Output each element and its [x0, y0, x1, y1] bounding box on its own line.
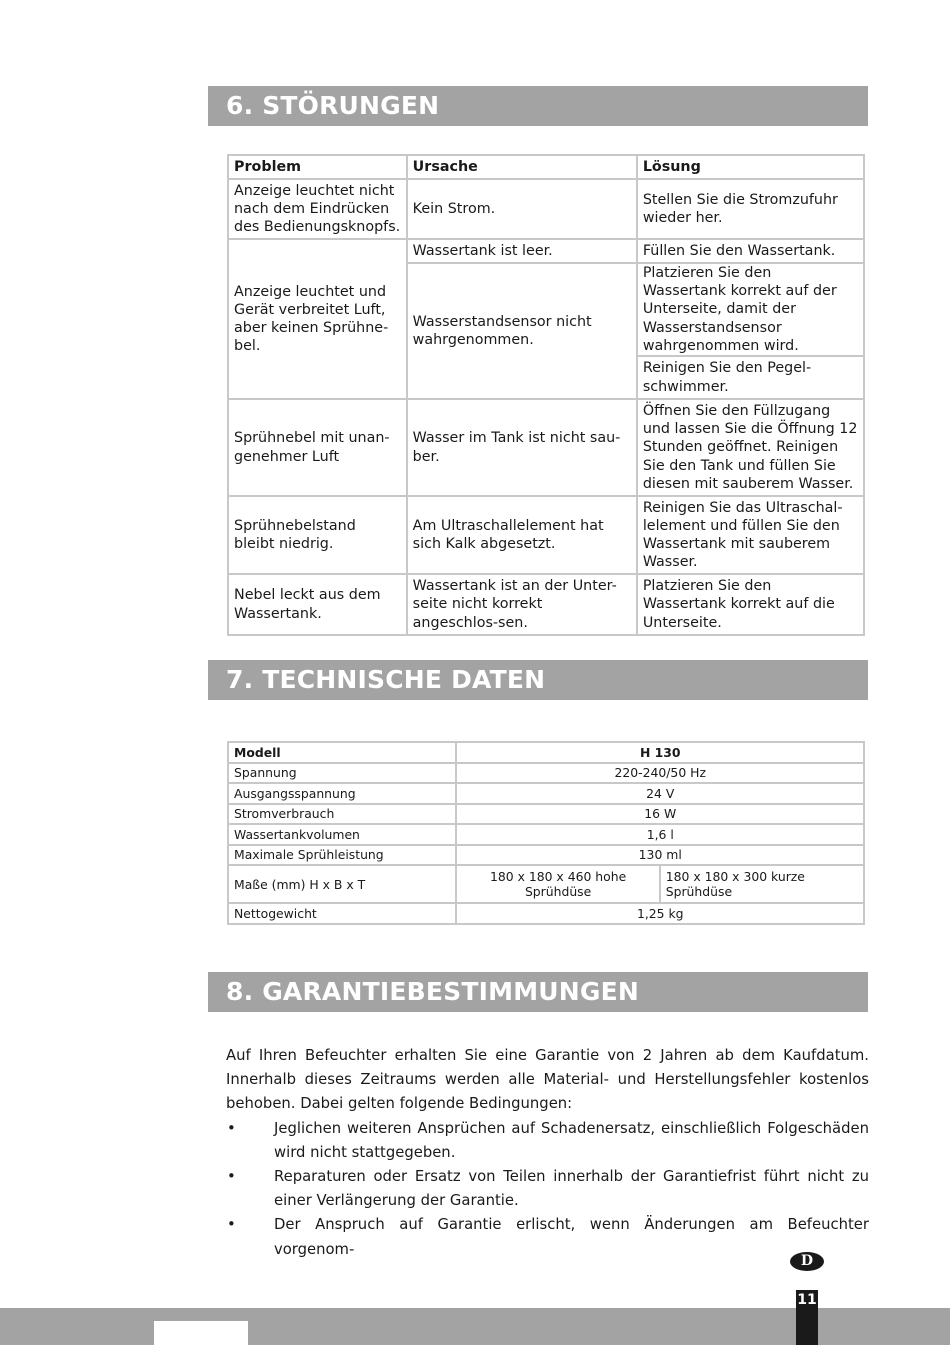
spec-label: Spannung — [228, 763, 456, 784]
solution-cell: Reinigen Sie das Ultraschal-lelement und füllen Sie den Wassertank mit sauberem Wasser. — [637, 496, 864, 574]
solution-cell: Füllen Sie den Wassertank. — [637, 239, 864, 263]
cause-cell: Am Ultraschallelement hat sich Kalk abgesetzt. — [407, 496, 637, 574]
footer-tab — [154, 1321, 248, 1345]
table-row — [228, 574, 864, 635]
table-row — [228, 903, 864, 924]
table-row — [228, 824, 864, 845]
table-row — [228, 804, 864, 825]
spec-value: 180 x 180 x 460 hohe Sprühdüse — [456, 865, 659, 903]
table-header-row — [228, 155, 864, 179]
spec-value: 130 ml — [456, 845, 864, 866]
table-row — [228, 239, 864, 263]
spec-value: 180 x 180 x 300 kurze Sprühdüse — [660, 865, 864, 903]
table-row — [228, 179, 864, 239]
cause-cell: Wassertank ist an der Unter-seite nicht korrekt angeschlos-sen. — [407, 574, 637, 635]
problem-cell: Nebel leckt aus dem Wassertank. — [228, 574, 407, 635]
table-row — [228, 763, 864, 784]
spec-label: Wassertankvolumen — [228, 824, 456, 845]
spec-value: 1,6 l — [456, 824, 864, 845]
troubleshooting-table — [227, 154, 865, 636]
spec-label: Ausgangsspannung — [228, 783, 456, 804]
spec-label: Stromverbrauch — [228, 804, 456, 825]
table-row — [228, 496, 864, 574]
table-row — [228, 399, 864, 496]
list-item — [226, 1165, 869, 1213]
solution-cell: Stellen Sie die Stromzufuhr wieder her. — [637, 179, 864, 239]
table-row — [228, 845, 864, 866]
warranty-text — [226, 1044, 869, 1262]
spec-value: 220-240/50 Hz — [456, 763, 864, 784]
spec-label: Nettogewicht — [228, 903, 456, 924]
cause-cell: Wasser im Tank ist nicht sau-ber. — [407, 399, 637, 496]
problem-cell: Sprühnebel mit unan-genehmer Luft — [228, 399, 407, 496]
problem-cell: Anzeige leuchtet und Gerät verbreitet Luft, aber keinen Sprühne-bel. — [228, 239, 407, 399]
solution-cell: Reinigen Sie den Pegel-schwimmer. — [637, 356, 864, 399]
spec-label: Maße (mm) H x B x T — [228, 865, 456, 903]
list-item-text: Jeglichen weiteren Ansprüchen auf Schadenersatz, einschließlich Folgeschäden wird nicht stattgegeben. — [274, 1119, 869, 1161]
table-row — [228, 742, 864, 763]
section-title-technical-data: 7. TECHNISCHE DATEN — [208, 660, 868, 700]
cause-cell: Wassertank ist leer. — [407, 239, 637, 263]
page-number: 11 — [796, 1290, 818, 1345]
spec-label: Modell — [228, 742, 456, 763]
spec-value: 16 W — [456, 804, 864, 825]
problem-cell: Anzeige leuchtet nicht nach dem Eindrücken des Bedienungsknopfs. — [228, 179, 407, 239]
bullet: • — [227, 1119, 236, 1137]
language-badge: D — [790, 1252, 824, 1271]
table-row — [228, 865, 864, 903]
header-cause: Ursache — [407, 155, 637, 179]
cause-cell: Kein Strom. — [407, 179, 637, 239]
cause-cell: Wasserstandsensor nicht wahrgenommen. — [407, 263, 637, 399]
header-problem: Problem — [228, 155, 407, 179]
spec-value: H 130 — [456, 742, 864, 763]
solution-cell: Platzieren Sie den Wassertank korrekt auf der Unterseite, damit der Wasserstandsensor wahrgenommen wird. — [637, 263, 864, 356]
spec-value: 1,25 kg — [456, 903, 864, 924]
bullet: • — [227, 1168, 236, 1186]
list-item-text: Reparaturen oder Ersatz von Teilen innerhalb der Garantiefrist führt nicht zu einer Verlängerung der Garantie. — [274, 1168, 869, 1210]
list-item — [226, 1213, 869, 1261]
warranty-intro: Auf Ihren Befeuchter erhalten Sie eine Garantie von 2 Jahren ab dem Kaufdatum. Innerhalb dieses Zeitraums werden alle Material- und Herstellungsfehler kostenlos behoben. Dabei gelten folgende Bedingungen: — [226, 1047, 869, 1113]
table-row — [228, 783, 864, 804]
section-title-troubleshooting: 6. STÖRUNGEN — [208, 86, 868, 126]
list-item-text: Der Anspruch auf Garantie erlischt, wenn Änderungen am Befeuchter vorgenom- — [274, 1216, 869, 1258]
problem-cell: Sprühnebelstand bleibt niedrig. — [228, 496, 407, 574]
solution-cell: Öffnen Sie den Füllzugang und lassen Sie die Öffnung 12 Stunden geöffnet. Reinigen Sie den Tank und füllen Sie diesen mit sauberem Wasser. — [637, 399, 864, 496]
spec-value: 24 V — [456, 783, 864, 804]
section-title-warranty: 8. GARANTIEBESTIMMUNGEN — [208, 972, 868, 1012]
solution-cell: Platzieren Sie den Wassertank korrekt auf die Unterseite. — [637, 574, 864, 635]
warranty-conditions-list — [226, 1117, 869, 1262]
bullet: • — [227, 1216, 236, 1234]
technical-data-table — [227, 741, 865, 925]
header-solution: Lösung — [637, 155, 864, 179]
list-item — [226, 1117, 869, 1165]
spec-label: Maximale Sprühleistung — [228, 845, 456, 866]
